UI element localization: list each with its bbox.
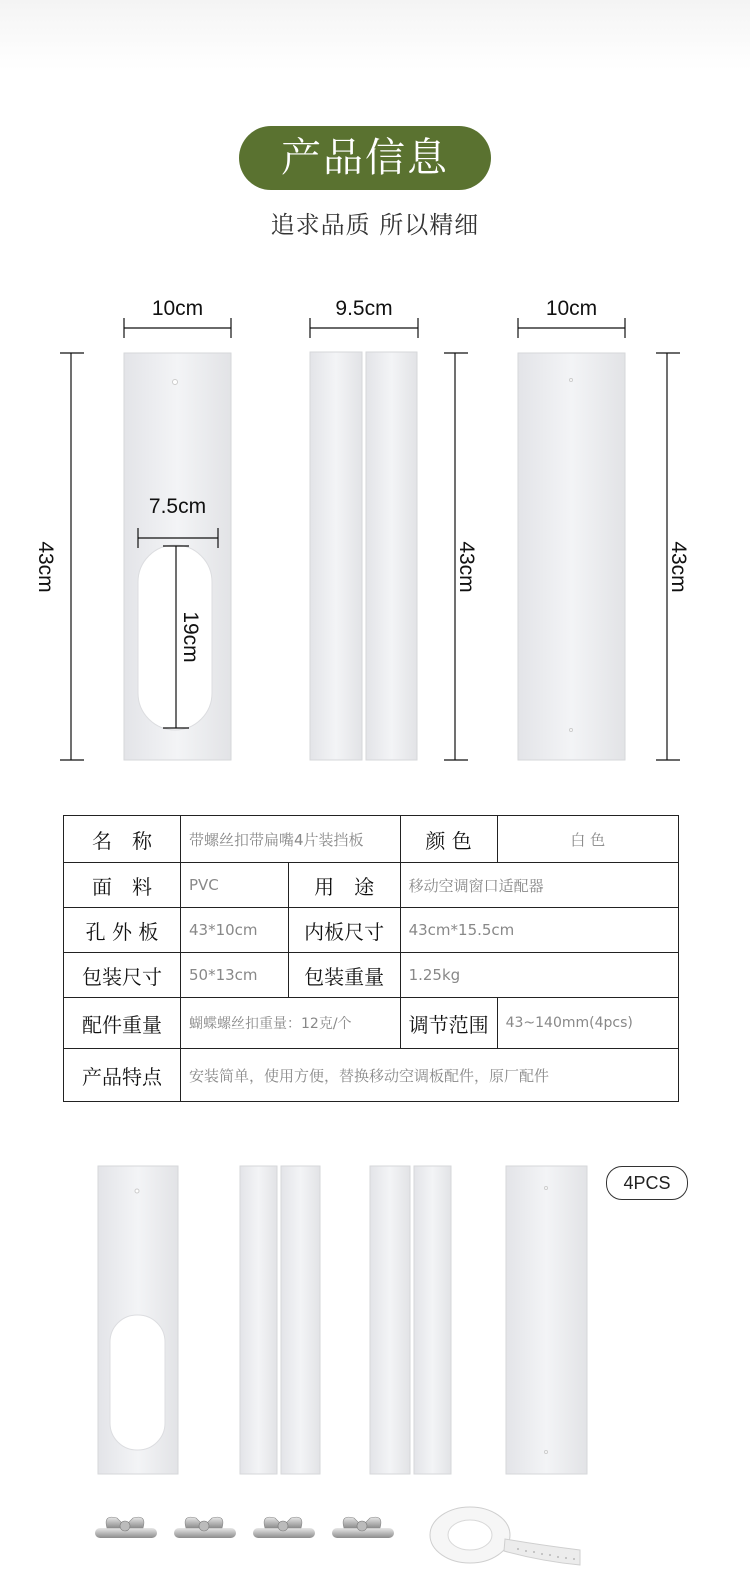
adjust-range-value: 43~140mm(4pcs) <box>497 998 678 1049</box>
use-label: 用 途 <box>288 863 400 908</box>
section-subtitle: 追求品质 所以精细 <box>270 211 480 239</box>
inner-size-value: 43cm*15.5cm <box>400 908 678 953</box>
hole-width-label: 7.5cm <box>148 495 207 518</box>
panel2-height-label: 43cm <box>455 541 478 593</box>
accessory-weight-value: 蝴蝶螺丝扣重量：12克/个 <box>181 998 401 1049</box>
panel2-board-right <box>366 352 417 760</box>
package-size-label: 包装尺寸 <box>64 953 181 998</box>
hole-board-value: 43*10cm <box>181 908 289 953</box>
hole-board-label: 孔 外 板 <box>64 908 181 953</box>
quantity-badge: 4PCS <box>606 1166 688 1200</box>
use-value: 移动空调窗口适配器 <box>400 863 678 908</box>
color-label: 颜 色 <box>400 816 497 863</box>
accessory-weight-label: 配件重量 <box>64 998 181 1049</box>
piece-board-2b <box>281 1166 320 1474</box>
panel2-width-label: 9.5cm <box>335 297 393 320</box>
product-pieces-illustration <box>0 1150 750 1580</box>
package-weight-label: 包装重量 <box>288 953 400 998</box>
table-row <box>64 816 679 863</box>
material-label: 面 料 <box>64 863 181 908</box>
dimension-diagram <box>0 290 750 780</box>
seal-tape-roll <box>430 1507 580 1565</box>
features-value: 安装简单，使用方便，替换移动空调板配件，原厂配件 <box>181 1049 679 1102</box>
panel1-height-label: 43cm <box>34 541 57 593</box>
spec-table <box>63 815 679 1102</box>
piece-board-2a <box>240 1166 277 1474</box>
piece-board-3a <box>370 1166 410 1474</box>
name-value: 带螺丝扣带扁嘴4片装挡板 <box>181 816 401 863</box>
table-row <box>64 953 679 998</box>
piece-board-3b <box>414 1166 451 1474</box>
section-title: 产品信息 <box>239 126 491 190</box>
wing-nut-screws <box>95 1517 394 1538</box>
package-size-value: 50*13cm <box>181 953 289 998</box>
features-label: 产品特点 <box>64 1049 181 1102</box>
panel2-board-left <box>310 352 362 760</box>
material-value: PVC <box>181 863 289 908</box>
inner-size-label: 内板尺寸 <box>288 908 400 953</box>
name-label: 名 称 <box>64 816 181 863</box>
adjust-range-label: 调节范围 <box>400 998 497 1049</box>
package-weight-value: 1.25kg <box>400 953 678 998</box>
table-row <box>64 1049 679 1102</box>
panel1-width-label: 10cm <box>151 297 204 320</box>
hole-height-label: 19cm <box>179 611 202 663</box>
table-row <box>64 908 679 953</box>
panel3-board <box>518 353 625 760</box>
piece-board-4 <box>506 1166 587 1474</box>
color-value: 白 色 <box>497 816 678 863</box>
table-row <box>64 998 679 1049</box>
panel3-height-label: 43cm <box>667 541 690 593</box>
panel3-width-label: 10cm <box>545 297 598 320</box>
table-row <box>64 863 679 908</box>
